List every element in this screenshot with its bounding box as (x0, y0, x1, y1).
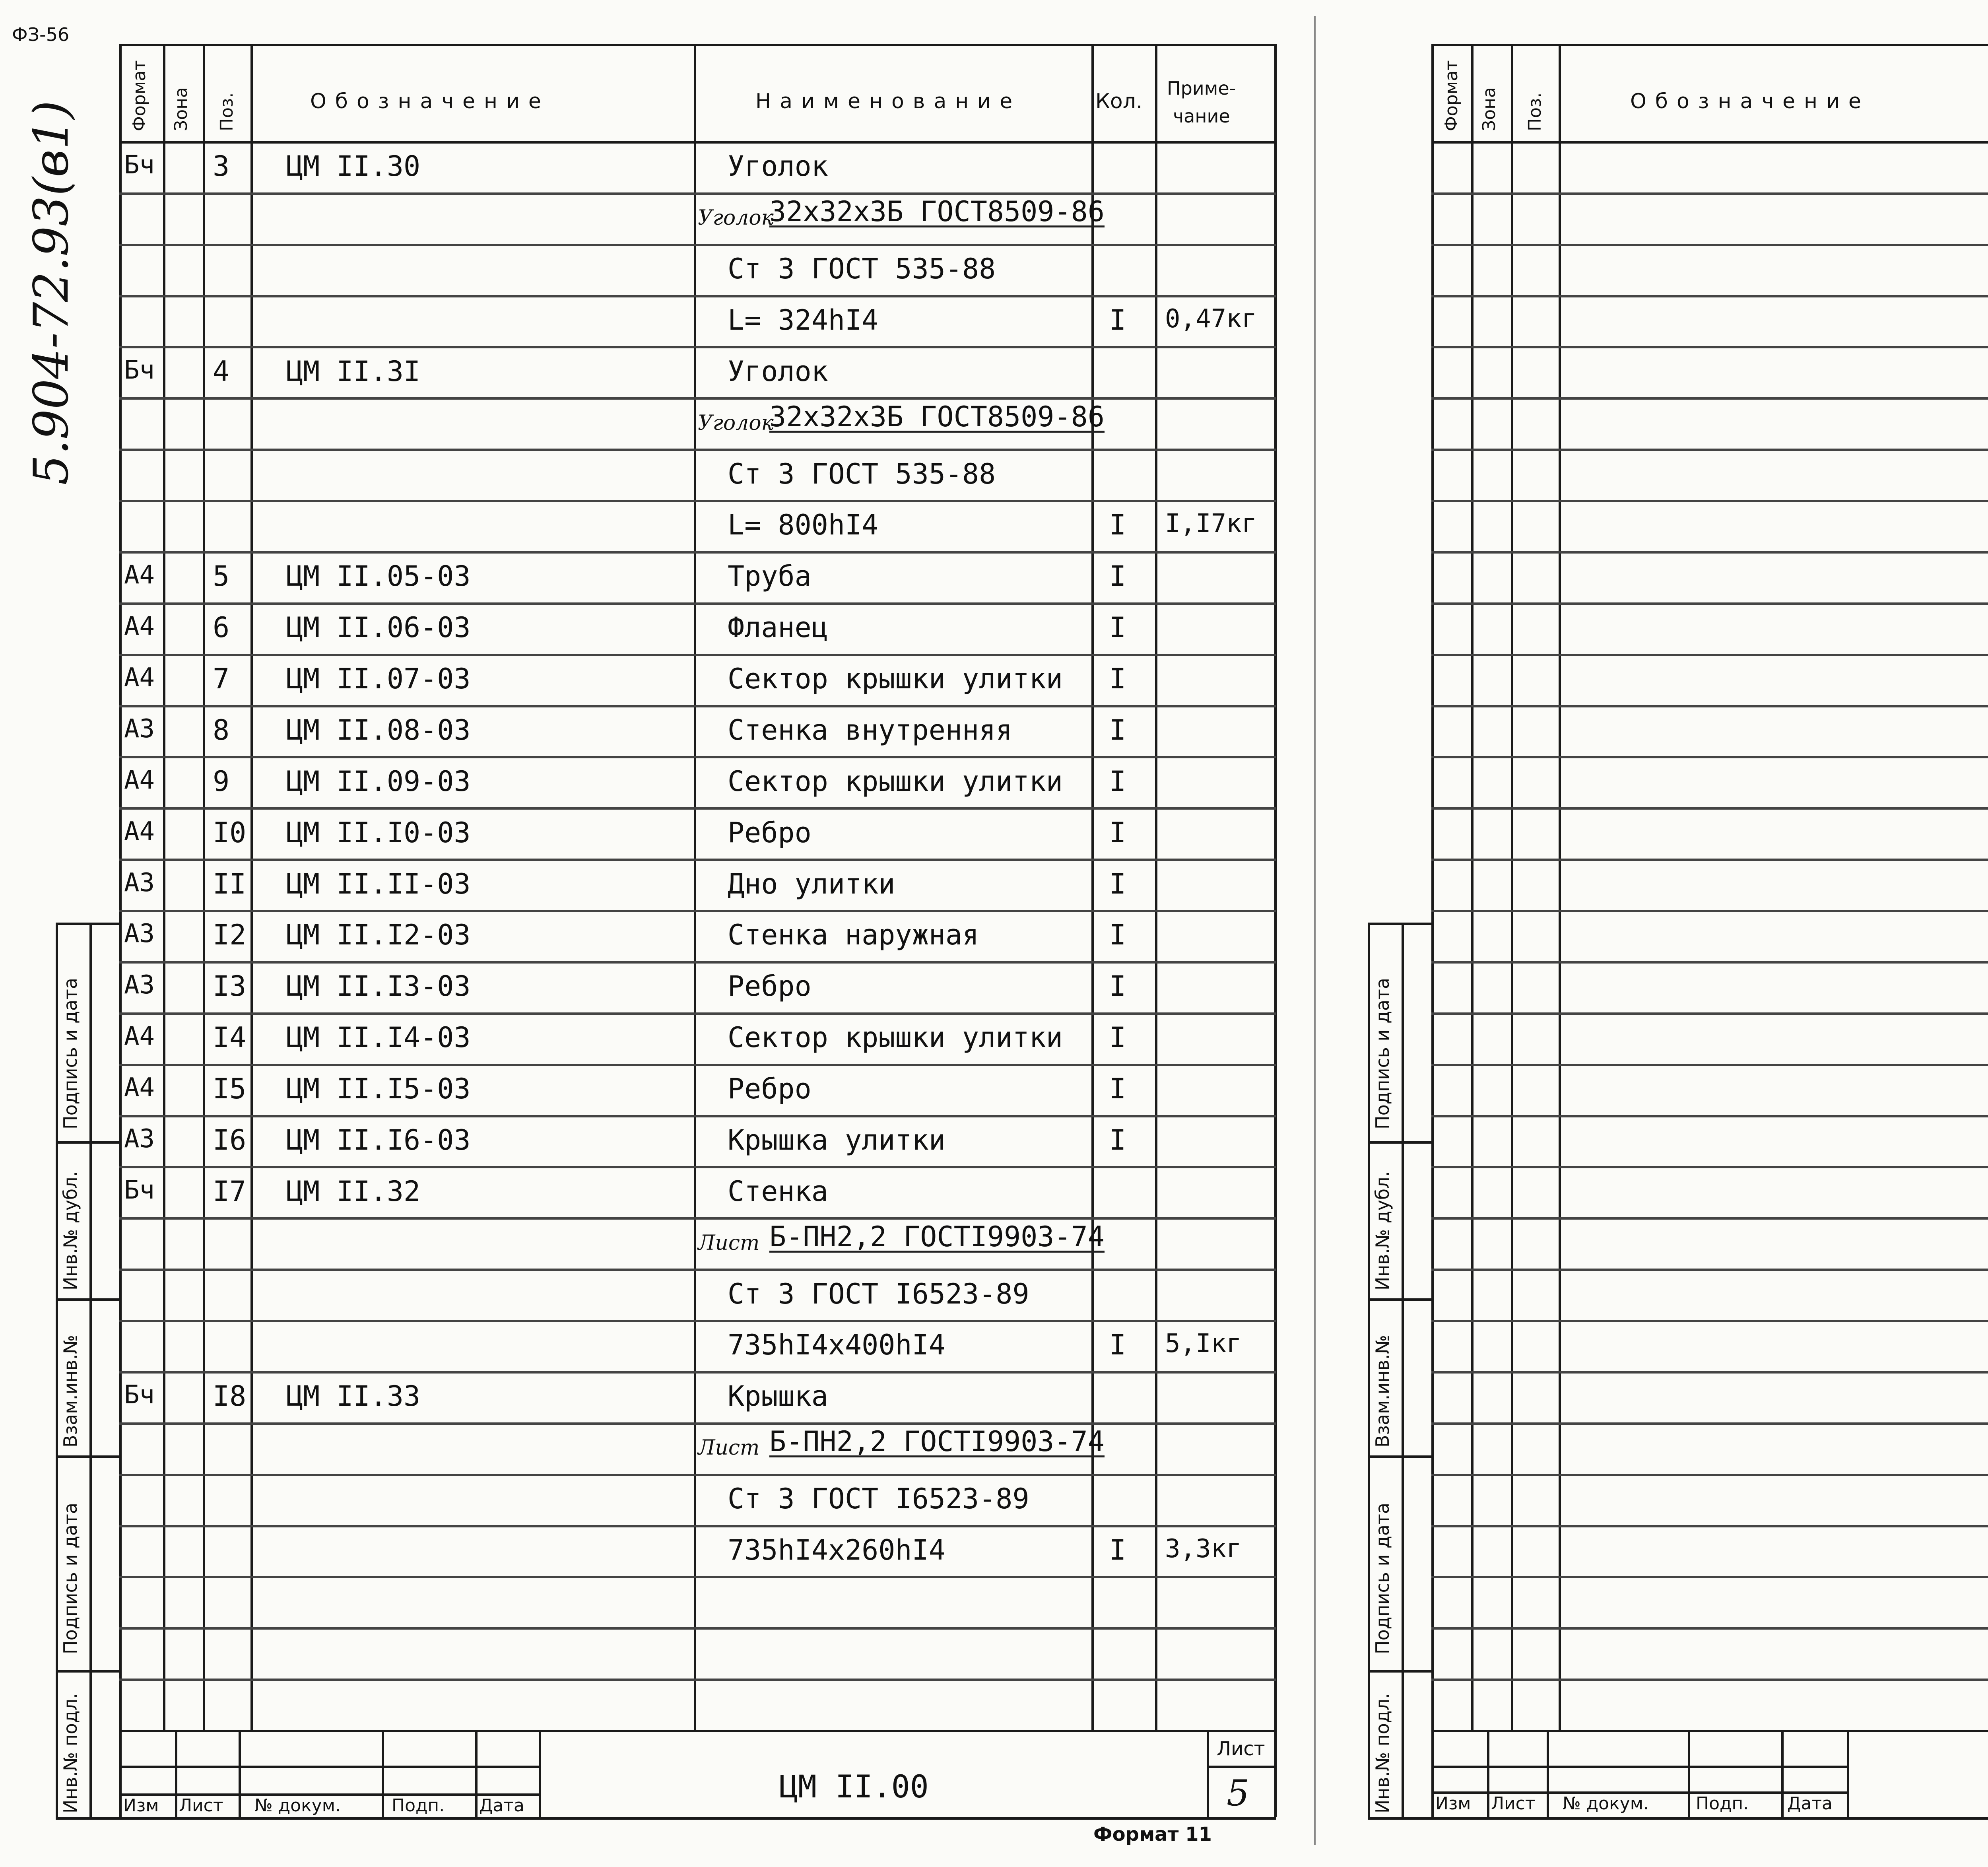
row-qty: I (1109, 1021, 1126, 1054)
row-designation: ЦМ II.09-03 (286, 765, 471, 798)
tb-list: Лист (179, 1795, 223, 1816)
row-name: 735hI4х400hI4 (728, 1329, 945, 1362)
stamp-line (56, 923, 119, 925)
stamp-line (1368, 923, 1431, 925)
stamp-sign-date-1: Подпись и дата (60, 1502, 81, 1654)
r-stamp-vzam-inv: Взам.инв.№ (1372, 1335, 1393, 1447)
row-name: Ст 3 ГОСТ I6523-89 (728, 1482, 1029, 1515)
blank-row-line (1431, 449, 1988, 451)
row-qty: I (1109, 560, 1126, 593)
row-pos: 4 (213, 355, 230, 388)
row-name: Труба (728, 560, 812, 593)
side-handwritten-number: 5.904-72.93(в1) (24, 100, 79, 485)
tb-divider (475, 1730, 478, 1817)
blank-row-line (1431, 1679, 1988, 1681)
row-qty: I (1109, 867, 1126, 900)
row-designation: ЦМ II.33 (286, 1380, 421, 1413)
blank-row-line (1431, 500, 1988, 502)
row-qty: I (1109, 509, 1126, 542)
title-block-top (1431, 1730, 1988, 1732)
row-name: 32х32х3Б ГОСТ8509-86 (769, 400, 1105, 433)
header-zone: Зона (171, 87, 191, 131)
blank-row-line (1431, 1012, 1988, 1015)
blank-row-line (1431, 1627, 1988, 1630)
stamp-inv-dubl: Инв.№ дубл. (60, 1171, 81, 1290)
row-line (119, 1422, 1276, 1425)
stamp-line (56, 1670, 119, 1673)
r-stamp-inv-podl: Инв.№ подл. (1372, 1693, 1393, 1813)
row-line (119, 1525, 1276, 1527)
row-format: А4 (124, 765, 155, 795)
row-format: А3 (124, 868, 155, 898)
blank-row-line (1431, 859, 1988, 861)
row-designation: ЦМ II.I4-03 (286, 1021, 471, 1054)
title-block-mid (119, 1766, 541, 1768)
row-pos: I4 (213, 1021, 247, 1054)
r-header-designation: Обозначение (1630, 89, 1870, 113)
blank-row-line (1431, 1525, 1988, 1527)
row-name: Стенка наружная (728, 919, 979, 952)
row-name: 32х32х3Б ГОСТ8509-86 (769, 195, 1105, 228)
row-qty: I (1109, 662, 1126, 696)
title-block-mid (1431, 1766, 1849, 1768)
stamp-col-left (56, 923, 58, 1817)
row-line (119, 1320, 1276, 1322)
row-name: Ст 3 ГОСТ 535-88 (728, 253, 996, 286)
header-format: Формат (129, 60, 149, 131)
row-designation: ЦМ II.05-03 (286, 560, 471, 593)
tb-date: Дата (479, 1795, 524, 1816)
tb-izm: Изм (123, 1795, 159, 1816)
row-pos: 9 (213, 765, 230, 798)
row-name: Стенка (728, 1175, 828, 1208)
row-line (119, 602, 1276, 605)
row-qty: I (1109, 1123, 1126, 1156)
row-format: А3 (124, 714, 155, 744)
blank-row-line (1431, 807, 1988, 810)
blank-row-line (1431, 244, 1988, 246)
corner-label: ФЗ-56 (12, 24, 70, 45)
row-pos: II (213, 867, 247, 900)
row-name: Сектор крышки улитки (728, 662, 1063, 696)
row-line (119, 756, 1276, 758)
row-designation: ЦМ II.I3-03 (286, 970, 471, 1003)
blank-row-line (1431, 1115, 1988, 1117)
row-line (119, 705, 1276, 707)
row-format: А3 (124, 970, 155, 1000)
header-qty: Кол. (1095, 89, 1143, 113)
blank-row-line (1431, 910, 1988, 912)
tb-sign: Подп. (392, 1795, 445, 1816)
row-name: Б-ПН2,2 ГОСТI9903-74 (769, 1220, 1105, 1253)
row-qty: I (1109, 303, 1126, 336)
row-line (119, 1679, 1276, 1681)
blank-row-line (1431, 1474, 1988, 1476)
blank-row-line (1431, 705, 1988, 707)
row-pos: I3 (213, 970, 247, 1003)
row-line (119, 295, 1276, 297)
title-block-top (119, 1730, 1276, 1732)
stamp-sign-date-2: Подпись и дата (60, 977, 81, 1129)
blank-row-line (1431, 295, 1988, 297)
row-note: 0,47кг (1165, 304, 1257, 334)
sheet-separator (1314, 16, 1316, 1845)
blank-row-line (1431, 1269, 1988, 1271)
blank-row-line (1431, 397, 1988, 400)
row-name: L= 324hI4 (728, 303, 879, 336)
row-line (119, 449, 1276, 451)
header-designation: Обозначение (310, 89, 550, 113)
row-qty: I (1109, 919, 1126, 952)
tb-doc-no: № докум. (254, 1795, 341, 1816)
left-footer-format: Формат 11 (1093, 1823, 1212, 1846)
row-designation: ЦМ II.06-03 (286, 611, 471, 644)
row-name: Стенка внутренняя (728, 713, 1013, 746)
r-tb-izm: Изм (1435, 1793, 1471, 1814)
r-stamp-inv-dubl: Инв.№ дубл. (1372, 1171, 1393, 1290)
tb-sheet-line (1207, 1766, 1276, 1768)
tb-divider (1547, 1730, 1549, 1817)
row-line (119, 654, 1276, 656)
blank-row-line (1431, 1166, 1988, 1168)
r-stamp-sign-date-1: Подпись и дата (1372, 1502, 1393, 1654)
blank-row-line (1431, 346, 1988, 348)
row-qty: I (1109, 713, 1126, 746)
row-line (119, 397, 1276, 400)
blank-row-line (1431, 551, 1988, 554)
row-qty: I (1109, 1072, 1126, 1105)
stamp-line (1368, 1455, 1431, 1458)
row-name: 735hI4х260hI4 (728, 1533, 945, 1566)
row-note: 3,3кг (1165, 1534, 1242, 1564)
tb-divider (539, 1730, 541, 1817)
row-qty: I (1109, 970, 1126, 1003)
row-line (119, 859, 1276, 861)
row-line (119, 1115, 1276, 1117)
row-format: А4 (124, 1073, 155, 1103)
row-line (119, 1627, 1276, 1630)
tb-sheet-label: Лист (1217, 1738, 1265, 1760)
tb-divider (175, 1730, 177, 1817)
row-line (119, 1371, 1276, 1374)
tb-divider (1487, 1730, 1489, 1817)
header-bottom-line (1431, 141, 1988, 144)
stamp-line (56, 1298, 119, 1301)
row-name: Сектор крышки улитки (728, 765, 1063, 798)
row-pos: I6 (213, 1123, 247, 1156)
stamp-line (1368, 1141, 1431, 1144)
row-format: Бч (124, 1175, 155, 1205)
tb-divider (1207, 1730, 1209, 1817)
right-frame-bottom (1368, 1817, 1988, 1820)
row-name: Крышка (728, 1380, 828, 1413)
stamp-line (56, 1141, 119, 1144)
row-designation: ЦМ II.07-03 (286, 662, 471, 696)
tb-divider (1847, 1730, 1849, 1817)
row-format: А4 (124, 560, 155, 590)
stamp-col-mid (1402, 923, 1404, 1817)
row-designation: ЦМ II.30 (286, 150, 421, 183)
r-tb-doc-no: № докум. (1563, 1793, 1649, 1814)
row-qty: I (1109, 765, 1126, 798)
stamp-line (1368, 1298, 1431, 1301)
row-pos: 7 (213, 662, 230, 696)
row-line (119, 244, 1276, 246)
row-pos: I7 (213, 1175, 247, 1208)
row-line (119, 910, 1276, 912)
row-designation: ЦМ II.II-03 (286, 867, 471, 900)
row-format: А4 (124, 816, 155, 846)
row-pos: 8 (213, 713, 230, 746)
row-name: Ст 3 ГОСТ 535-88 (728, 457, 996, 490)
r-header-format: Формат (1441, 60, 1462, 131)
header-bottom-line (119, 141, 1276, 144)
blank-row-line (1431, 654, 1988, 656)
right-frame-left (1431, 44, 1434, 1817)
row-pos: 3 (213, 150, 230, 183)
stamp-line (1368, 1670, 1431, 1673)
row-name-prefix: Лист (698, 1436, 760, 1460)
row-qty: I (1109, 611, 1126, 644)
left-frame-top (119, 44, 1276, 46)
row-line (119, 500, 1276, 502)
row-name: Дно улитки (728, 867, 895, 900)
row-format: Бч (124, 150, 155, 180)
row-line (119, 807, 1276, 810)
row-line (119, 1474, 1276, 1476)
row-name: L= 800hI4 (728, 509, 879, 542)
blank-row-line (1431, 1422, 1988, 1425)
left-frame-left (119, 44, 122, 1817)
row-line (119, 1269, 1276, 1271)
row-name: Уголок (728, 355, 828, 388)
r-tb-sign: Подп. (1696, 1793, 1749, 1814)
row-pos: I2 (213, 919, 247, 952)
row-line (119, 1012, 1276, 1015)
row-name-prefix: Лист (698, 1231, 760, 1255)
row-designation: ЦМ II.3I (286, 355, 421, 388)
row-line (119, 1217, 1276, 1220)
row-designation: ЦМ II.32 (286, 1175, 421, 1208)
row-name: Ребро (728, 816, 812, 849)
row-format: А4 (124, 612, 155, 641)
row-line (119, 1064, 1276, 1066)
row-pos: 6 (213, 611, 230, 644)
blank-row-line (1431, 192, 1988, 195)
row-name: Ребро (728, 970, 812, 1003)
header-pos: Поз. (217, 92, 237, 131)
row-format: А4 (124, 663, 155, 693)
row-designation: ЦМ II.08-03 (286, 713, 471, 746)
tb-divider (239, 1730, 241, 1817)
stamp-col-mid (89, 923, 92, 1817)
row-name: Сектор крышки улитки (728, 1021, 1063, 1054)
r-tb-date: Дата (1787, 1793, 1833, 1814)
stamp-col-left (1368, 923, 1370, 1817)
row-designation: ЦМ II.I2-03 (286, 919, 471, 952)
tb-divider (382, 1730, 384, 1817)
row-line (119, 1576, 1276, 1578)
row-format: Бч (124, 1380, 155, 1410)
r-header-zone: Зона (1479, 87, 1499, 131)
row-qty: I (1109, 1533, 1126, 1566)
row-line (119, 551, 1276, 554)
tb-divider (1781, 1730, 1784, 1817)
stamp-inv-podl: Инв.№ подл. (60, 1693, 81, 1813)
right-frame-top (1431, 44, 1988, 46)
row-name: Ребро (728, 1072, 812, 1105)
row-name-prefix: Уголок (698, 411, 774, 435)
blank-row-line (1431, 1064, 1988, 1066)
row-pos: I8 (213, 1380, 247, 1413)
row-format: А3 (124, 1124, 155, 1154)
row-name: Б-ПН2,2 ГОСТI9903-74 (769, 1425, 1105, 1458)
row-designation: ЦМ II.I0-03 (286, 816, 471, 849)
row-format: Бч (124, 355, 155, 385)
tb-designation: ЦМ II.00 (779, 1769, 929, 1805)
row-format: А4 (124, 1022, 155, 1051)
row-line (119, 346, 1276, 348)
header-name: Наименование (755, 89, 1021, 113)
row-line (119, 961, 1276, 964)
tb-sheet-number: 5 (1227, 1772, 1250, 1814)
header-note-2: чание (1173, 105, 1230, 127)
r-header-pos: Поз. (1525, 92, 1545, 131)
stamp-vzam-inv: Взам.инв.№ (60, 1335, 81, 1447)
row-name: Уголок (728, 150, 828, 183)
row-line (119, 192, 1276, 195)
left-frame-bottom (56, 1817, 1276, 1820)
blank-row-line (1431, 1371, 1988, 1374)
blank-row-line (1431, 1217, 1988, 1220)
stamp-line (56, 1455, 119, 1458)
row-line (119, 1166, 1276, 1168)
blank-row-line (1431, 756, 1988, 758)
row-designation: ЦМ II.I5-03 (286, 1072, 471, 1105)
header-note-1: Приме- (1167, 78, 1236, 99)
row-pos: I0 (213, 816, 247, 849)
row-name-prefix: Уголок (698, 206, 774, 230)
blank-row-line (1431, 602, 1988, 605)
blank-row-line (1431, 1576, 1988, 1578)
row-qty: I (1109, 816, 1126, 849)
row-name: Фланец (728, 611, 828, 644)
left-frame-right (1274, 44, 1277, 1817)
row-pos: I5 (213, 1072, 247, 1105)
row-name: Ст 3 ГОСТ I6523-89 (728, 1277, 1029, 1310)
r-tb-list: Лист (1491, 1793, 1536, 1814)
tb-divider (1688, 1730, 1690, 1817)
r-stamp-sign-date-2: Подпись и дата (1372, 977, 1393, 1129)
row-name: Крышка улитки (728, 1123, 945, 1156)
row-qty: I (1109, 1329, 1126, 1362)
blank-row-line (1431, 1320, 1988, 1322)
row-note: I,I7кг (1165, 509, 1257, 539)
row-note: 5,Iкг (1165, 1329, 1242, 1359)
row-format: А3 (124, 919, 155, 949)
blank-row-line (1431, 961, 1988, 964)
row-pos: 5 (213, 560, 230, 593)
row-designation: ЦМ II.I6-03 (286, 1123, 471, 1156)
